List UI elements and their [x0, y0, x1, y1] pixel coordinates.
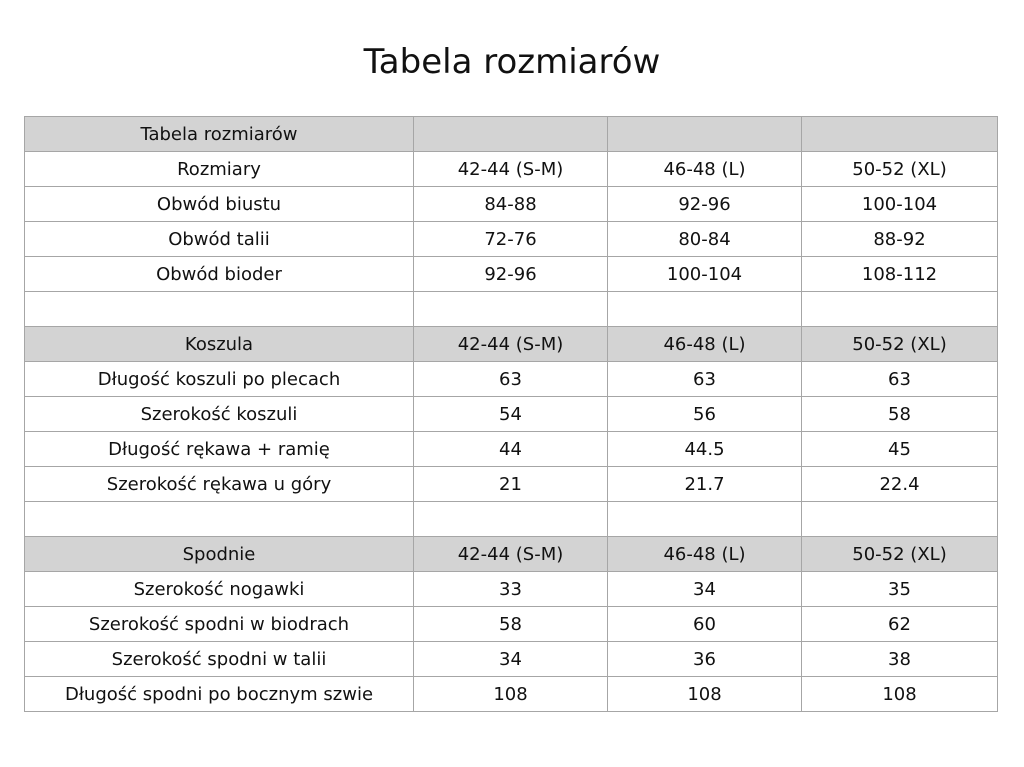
- row-label-cell: [25, 502, 414, 537]
- table-row: [25, 187, 998, 222]
- size-value-cell: 50-52 (XL): [802, 537, 998, 572]
- row-label-cell: Obwód talii: [25, 222, 414, 257]
- table-section-header-row: [25, 537, 998, 572]
- size-value-cell: 54: [414, 397, 608, 432]
- size-value-cell: [414, 117, 608, 152]
- size-value-cell: [414, 292, 608, 327]
- size-value-cell: 108-112: [802, 257, 998, 292]
- size-value-cell: 50-52 (XL): [802, 327, 998, 362]
- table-row: [25, 222, 998, 257]
- table-row: [25, 607, 998, 642]
- row-label-cell: [25, 292, 414, 327]
- size-value-cell: 80-84: [608, 222, 802, 257]
- table-section-header-row: [25, 117, 998, 152]
- row-label-cell: Koszula: [25, 327, 414, 362]
- size-value-cell: [802, 117, 998, 152]
- size-value-cell: [608, 502, 802, 537]
- size-value-cell: 46-48 (L): [608, 537, 802, 572]
- size-value-cell: 56: [608, 397, 802, 432]
- row-label-cell: Długość rękawa + ramię: [25, 432, 414, 467]
- row-label-cell: Szerokość spodni w biodrach: [25, 607, 414, 642]
- row-label-cell: Szerokość nogawki: [25, 572, 414, 607]
- size-value-cell: 36: [608, 642, 802, 677]
- row-label-cell: Obwód bioder: [25, 257, 414, 292]
- row-label-cell: Długość koszuli po plecach: [25, 362, 414, 397]
- size-value-cell: 72-76: [414, 222, 608, 257]
- size-value-cell: 34: [414, 642, 608, 677]
- size-value-cell: 62: [802, 607, 998, 642]
- size-value-cell: 46-48 (L): [608, 327, 802, 362]
- table-row: [25, 642, 998, 677]
- row-label-cell: Spodnie: [25, 537, 414, 572]
- size-value-cell: 58: [802, 397, 998, 432]
- row-label-cell: Rozmiary: [25, 152, 414, 187]
- size-table: [24, 116, 998, 712]
- size-value-cell: 63: [608, 362, 802, 397]
- row-label-cell: Szerokość rękawa u góry: [25, 467, 414, 502]
- size-value-cell: 92-96: [608, 187, 802, 222]
- size-value-cell: 34: [608, 572, 802, 607]
- size-value-cell: [414, 502, 608, 537]
- table-row: [25, 502, 998, 537]
- size-value-cell: 45: [802, 432, 998, 467]
- table-row: [25, 152, 998, 187]
- size-value-cell: 58: [414, 607, 608, 642]
- table-row: [25, 257, 998, 292]
- size-value-cell: 44: [414, 432, 608, 467]
- row-label-cell: Szerokość spodni w talii: [25, 642, 414, 677]
- size-value-cell: 21: [414, 467, 608, 502]
- table-section-header-row: [25, 327, 998, 362]
- table-row: [25, 362, 998, 397]
- size-value-cell: 38: [802, 642, 998, 677]
- size-value-cell: 22.4: [802, 467, 998, 502]
- size-value-cell: 35: [802, 572, 998, 607]
- size-value-cell: [608, 292, 802, 327]
- size-value-cell: 108: [802, 677, 998, 712]
- size-value-cell: 100-104: [608, 257, 802, 292]
- size-value-cell: 92-96: [414, 257, 608, 292]
- table-row: [25, 432, 998, 467]
- table-row: [25, 397, 998, 432]
- size-value-cell: 60: [608, 607, 802, 642]
- size-value-cell: 44.5: [608, 432, 802, 467]
- row-label-cell: Obwód biustu: [25, 187, 414, 222]
- size-value-cell: [802, 292, 998, 327]
- size-value-cell: 84-88: [414, 187, 608, 222]
- size-value-cell: 63: [414, 362, 608, 397]
- table-row: [25, 677, 998, 712]
- size-value-cell: [608, 117, 802, 152]
- size-value-cell: 42-44 (S-M): [414, 152, 608, 187]
- table-row: [25, 467, 998, 502]
- size-value-cell: 63: [802, 362, 998, 397]
- page-title: Tabela rozmiarów: [363, 42, 661, 82]
- row-label-cell: Szerokość koszuli: [25, 397, 414, 432]
- row-label-cell: Tabela rozmiarów: [25, 117, 414, 152]
- size-value-cell: [802, 502, 998, 537]
- size-value-cell: 42-44 (S-M): [414, 537, 608, 572]
- size-value-cell: 33: [414, 572, 608, 607]
- size-value-cell: 46-48 (L): [608, 152, 802, 187]
- row-label-cell: Długość spodni po bocznym szwie: [25, 677, 414, 712]
- size-value-cell: 108: [414, 677, 608, 712]
- table-row: [25, 572, 998, 607]
- size-value-cell: 21.7: [608, 467, 802, 502]
- size-value-cell: 100-104: [802, 187, 998, 222]
- size-value-cell: 108: [608, 677, 802, 712]
- table-row: [25, 292, 998, 327]
- size-value-cell: 50-52 (XL): [802, 152, 998, 187]
- size-value-cell: 42-44 (S-M): [414, 327, 608, 362]
- size-table-body: [25, 117, 998, 712]
- size-value-cell: 88-92: [802, 222, 998, 257]
